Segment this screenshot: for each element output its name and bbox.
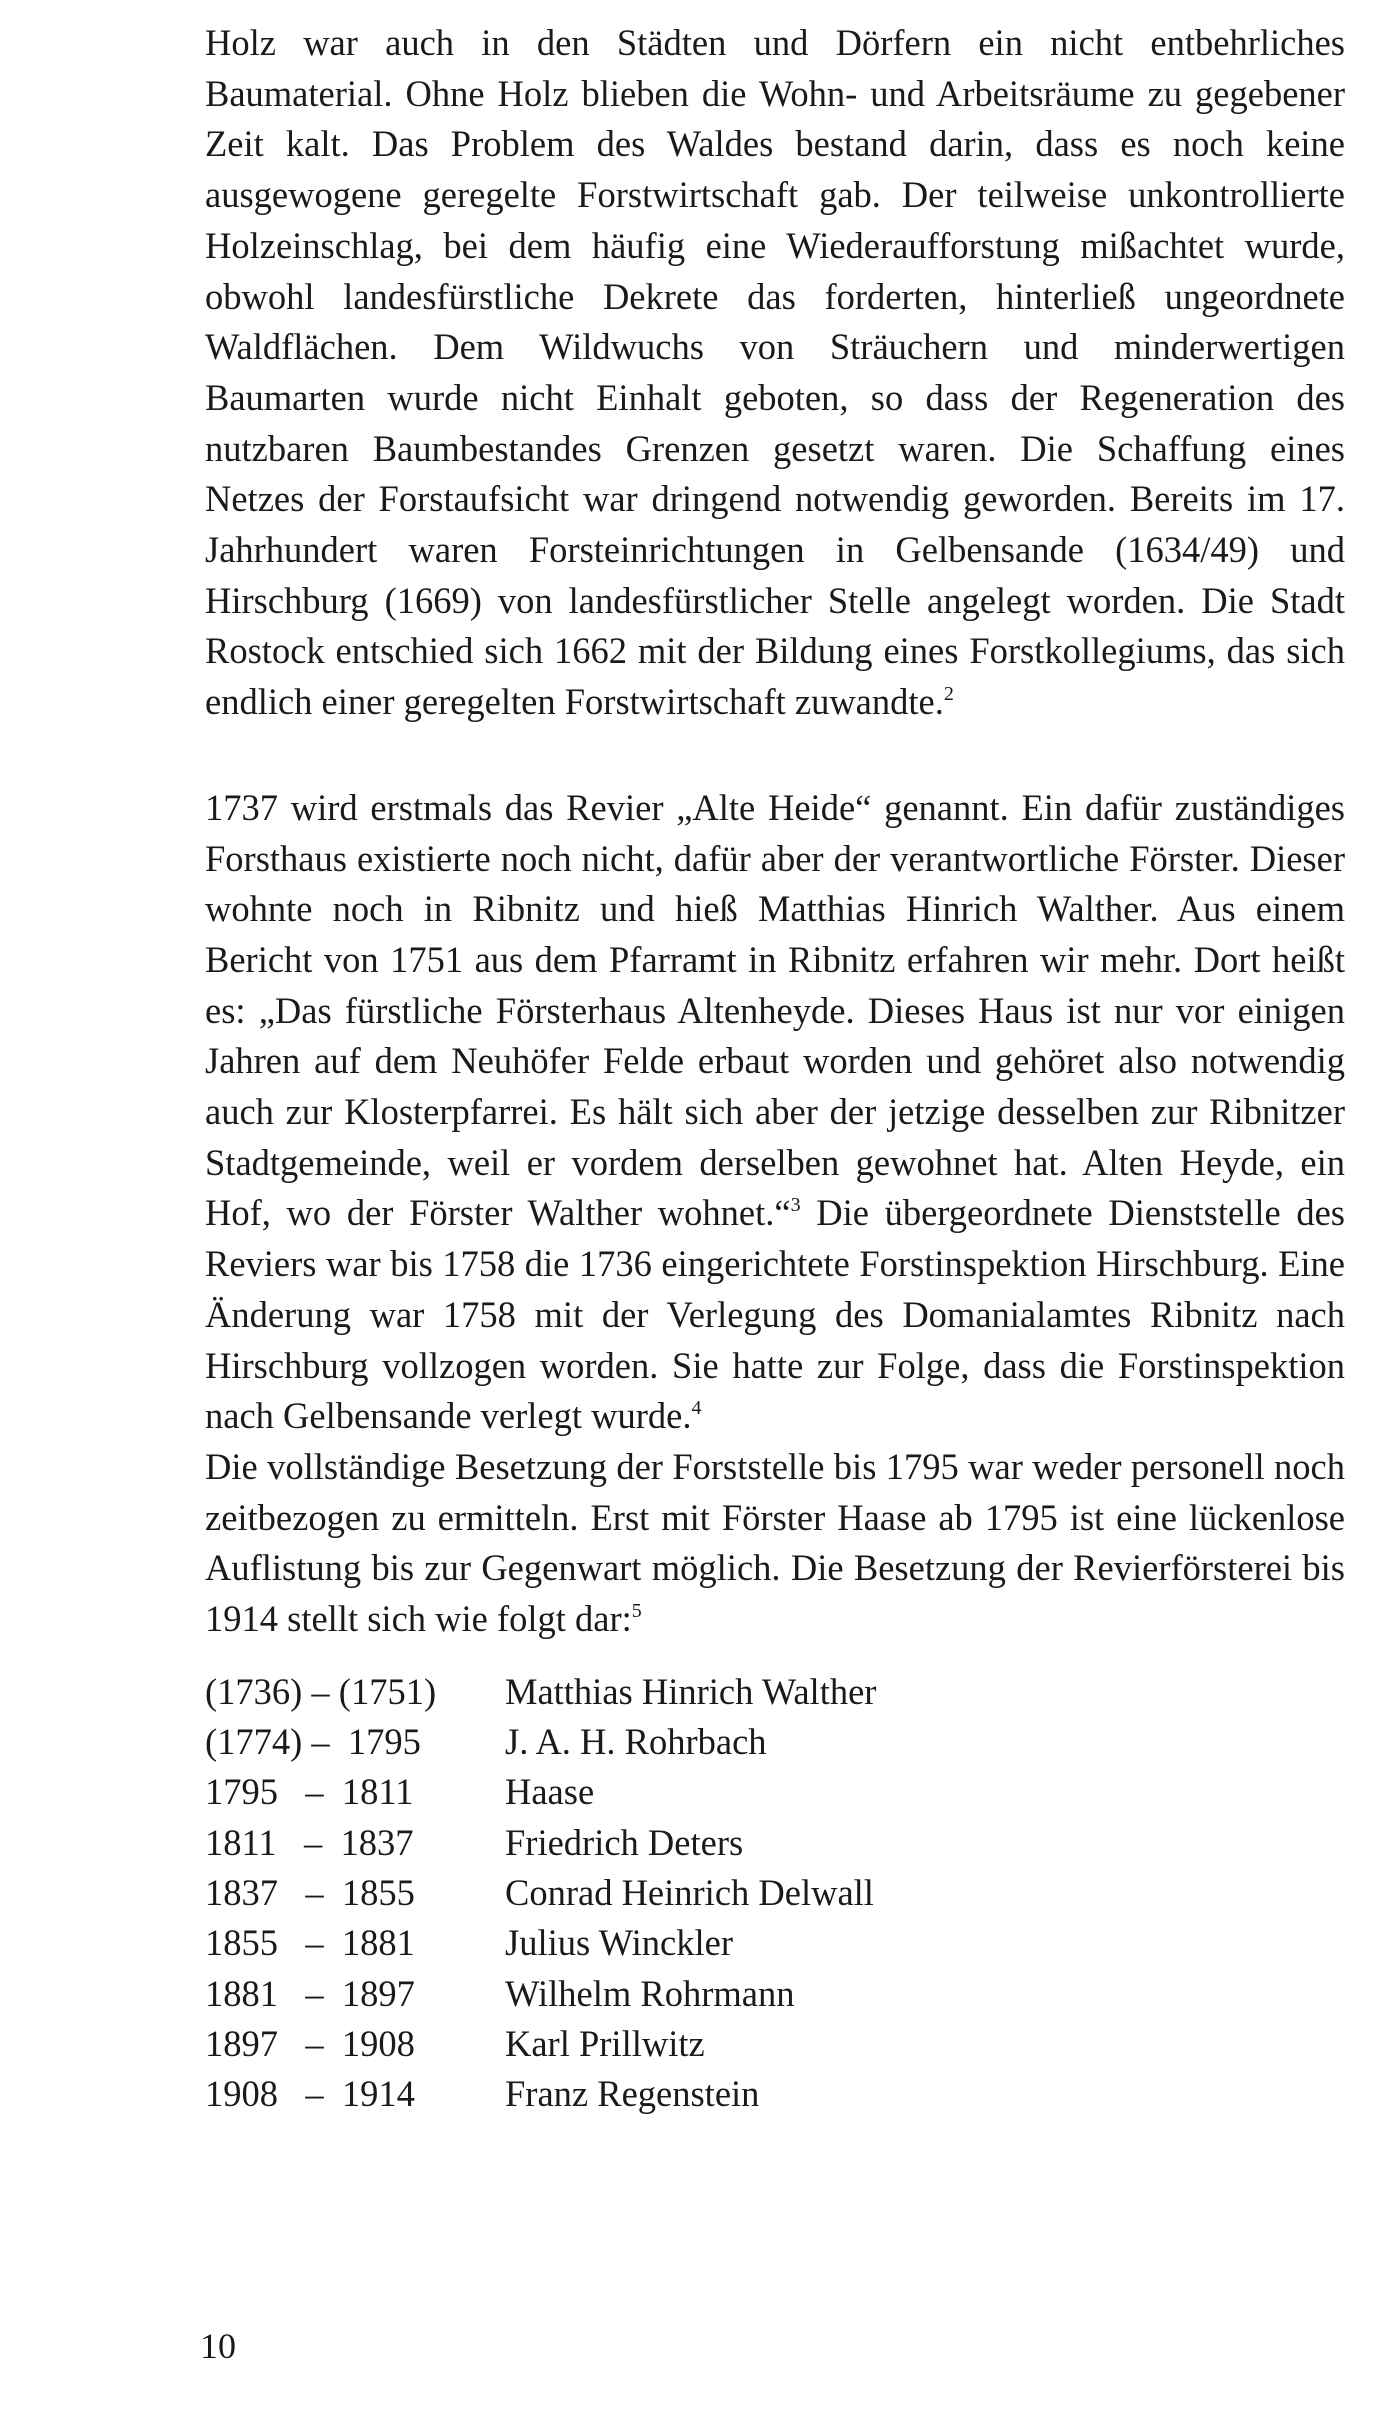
footnote-marker: 5 <box>631 1600 642 1623</box>
forester-name: Julius Winckler <box>505 1922 733 1964</box>
paragraph-text: Die übergeordnete Dienststelle des Reviers war bis 1758 die 1736 eingerichtete Forstinspektion Hirschburg. Eine Änderung war 1758 mit der Verlegung des Domanialamtes Ribnitz nach Hirschburg vollzogen worden. Sie hatte zur Folge, dass die Forstinspektion nach Gelbensande verlegt wurde. <box>205 1192 1345 1437</box>
forester-years: (1774) – 1795 <box>205 1721 421 1763</box>
forester-row <box>205 1868 1345 1918</box>
forester-name: Friedrich Deters <box>505 1821 744 1863</box>
footnote-marker: 3 <box>790 1194 801 1217</box>
page-number: 10 <box>200 2326 236 2366</box>
forester-row <box>205 1667 1345 1717</box>
forester-years: 1881 – 1897 <box>205 1972 415 2014</box>
forester-row <box>205 1767 1345 1817</box>
forester-years: 1908 – 1914 <box>205 2073 415 2115</box>
paragraph-text: Die vollständige Besetzung der Forststelle bis 1795 war weder personell noch zeitbezogen zu ermitteln. Erst mit Förster Haase ab 1795 ist eine lückenlose Auflistung bis zur Gegenwart möglich. Die Besetzung der Revierförsterei bis 1914 stellt sich wie folgt dar: <box>205 1445 1345 1640</box>
page-body <box>205 18 1345 2119</box>
forester-name: Matthias Hinrich Walther <box>505 1670 877 1712</box>
paragraph-gap <box>205 728 1345 783</box>
paragraph-staffing <box>205 1442 1345 1645</box>
forester-years: 1811 – 1837 <box>205 1821 414 1863</box>
forester-row <box>205 1918 1345 1968</box>
paragraph-text: Holz war auch in den Städten und Dörfern ein nicht entbehrliches Baumaterial. Ohne Holz blieben die Wohn- und Arbeitsräume zu gegebener Zeit kalt. Das Problem des Waldes bestand darin, dass es noch keine ausgewogene geregelte Forstwirtschaft gab. Der teilweise unkontrollierte Holzeinschlag, bei dem häufig eine Wiederaufforstung mißachtet wurde, obwohl landesfürstliche Dekrete das forderten, hinterließ ungeordnete Waldflächen. Dem Wildwuchs von Sträuchern und minderwertigen Baumarten wurde nicht Einhalt geboten, so dass der Regeneration des nutzbaren Baumbestandes Grenzen gesetzt waren. Die Schaffung eines Netzes der Forstaufsicht war dringend notwendig geworden. Bereits im 17. Jahrhundert waren Forsteinrichtungen in Gelbensande (1634/49) und Hirschburg (1669) von landesfürstlicher Stelle angelegt worden. Die Stadt Rostock entschied sich 1662 mit der Bildung eines Forstkollegiums, das sich endlich einer geregelten Forstwirtschaft zuwandte. <box>205 22 1345 723</box>
forester-name: Wilhelm Rohrmann <box>505 1972 795 2014</box>
forester-name: Haase <box>505 1771 595 1813</box>
paragraph-alte-heide <box>205 783 1345 1442</box>
forester-row <box>205 2069 1345 2119</box>
paragraph-timber-forestry <box>205 18 1345 728</box>
forester-years: 1795 – 1811 <box>205 1771 414 1813</box>
forester-list <box>205 1667 1345 2120</box>
forester-name: J. A. H. Rohrbach <box>505 1721 767 1763</box>
forester-row <box>205 1818 1345 1868</box>
forester-years: 1837 – 1855 <box>205 1871 415 1913</box>
forester-years: 1897 – 1908 <box>205 2022 415 2064</box>
forester-years: (1736) – (1751) <box>205 1670 437 1712</box>
footnote-marker: 2 <box>943 683 954 706</box>
paragraph-text: 1737 wird erstmals das Revier „Alte Heide“ genannt. Ein dafür zuständiges Forsthaus existierte noch nicht, dafür aber der verantwortliche Förster. Dieser wohnte noch in Ribnitz und hieß Matthias Hinrich Walther. Aus einem Bericht von 1751 aus dem Pfarramt in Ribnitz erfahren wir mehr. Dort heißt es: „Das fürstliche Försterhaus Altenheyde. Dieses Haus ist nur vor einigen Jahren auf dem Neuhöfer Felde erbaut worden und gehöret also notwendig auch zur Klosterpfarrei. Es hält sich aber der jetzige desselben zur Ribnitzer Stadtgemeinde, weil er vordem derselben gewohnet hat. Alten Heyde, ein Hof, wo der Förster Walther wohnet.“ <box>205 786 1345 1234</box>
forester-row <box>205 1969 1345 2019</box>
footnote-marker: 4 <box>691 1397 702 1420</box>
forester-name: Karl Prillwitz <box>505 2022 705 2064</box>
forester-years: 1855 – 1881 <box>205 1922 415 1964</box>
forester-row <box>205 2019 1345 2069</box>
forester-name: Franz Regenstein <box>505 2073 760 2115</box>
forester-row <box>205 1717 1345 1767</box>
forester-name: Conrad Heinrich Delwall <box>505 1871 874 1913</box>
